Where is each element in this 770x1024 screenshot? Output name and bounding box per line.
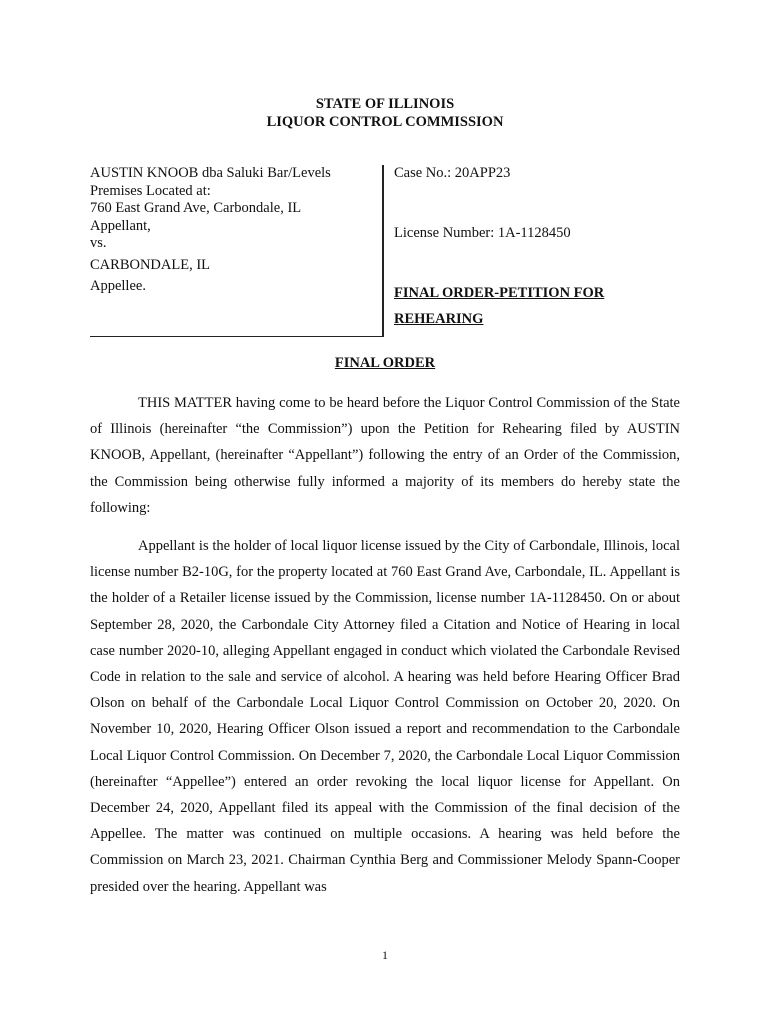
body-paragraph-2 — [90, 533, 680, 900]
license-number: License Number: 1A-1128450 — [394, 225, 571, 241]
caption-premises-label: Premises Located at: — [90, 182, 211, 199]
paragraph-text: THIS MATTER having come to be heard before the Liquor Control Commission of the State of Illinois (hereinafter “the Commission”) upon the Petition for Rehearing filed by AUSTIN KNOOB, Appellant, (hereinafter “Appellant”) following the entry of an Order of the Commission, the Commission being otherwise fully informed a majority of its members do hereby state the following: — [90, 395, 680, 516]
page-number: 1 — [382, 948, 388, 962]
caption-title-line1: FINAL ORDER-PETITION FOR — [394, 285, 605, 301]
heading-state: STATE OF ILLINOIS — [315, 96, 455, 112]
caption-title-line2: REHEARING — [394, 311, 484, 327]
case-caption-parties — [90, 165, 382, 337]
paragraph-text: Appellant is the holder of local liquor license issued by the City of Carbondale, Illinois, local license number B2-10G, for the property located at 760 East Grand Ave, Carbondale, IL. Appellant is the holder of a Retailer license issued by the Commission, license number 1A-1128450. On or about September 28, 2020, the Carbondale City Attorney filed a Citation and Notice of Hearing in local case number 2020-10, alleging Appellant engaged in conduct which violated the Carbondale Revised Code in relation to the sale and service of alcohol. A hearing was held before Hearing Officer Brad Olson on behalf of the Carbondale Local Liquor Control Commission on October 20, 2020. On November 10, 2020, Hearing Officer Olson issued a report and recommendation to the Carbondale Local Liquor Control Commission. On December 7, 2020, the Carbondale Local Liquor Commission (hereinafter “Appellee”) entered an order revoking the local liquor license for Appellant. On December 24, 2020, Appellant filed its appeal with the Commission of the final decision of the Appellee. The matter was continued on multiple occasions. A hearing was held before the Commission on March 23, 2021. Chairman Cynthia Berg and Commissioner Melody Spann-Cooper presided over the hearing. Appellant was — [90, 538, 680, 895]
caption-appellee-role: Appellee. — [90, 278, 146, 294]
caption-premises-address: 760 East Grand Ave, Carbondale, IL — [90, 200, 302, 216]
final-order-title: FINAL ORDER — [334, 355, 436, 371]
caption-appellant-name: AUSTIN KNOOB dba Saluki Bar/Levels — [90, 165, 331, 181]
heading-commission: LIQUOR CONTROL COMMISSION — [266, 114, 504, 130]
case-number: Case No.: 20APP23 — [394, 165, 511, 181]
caption-divider — [382, 165, 384, 337]
body-paragraph-1 — [90, 390, 680, 521]
caption-appellee-name: CARBONDALE, IL — [90, 256, 211, 273]
caption-versus: vs. — [90, 235, 107, 251]
caption-appellant-role: Appellant, — [90, 217, 151, 234]
